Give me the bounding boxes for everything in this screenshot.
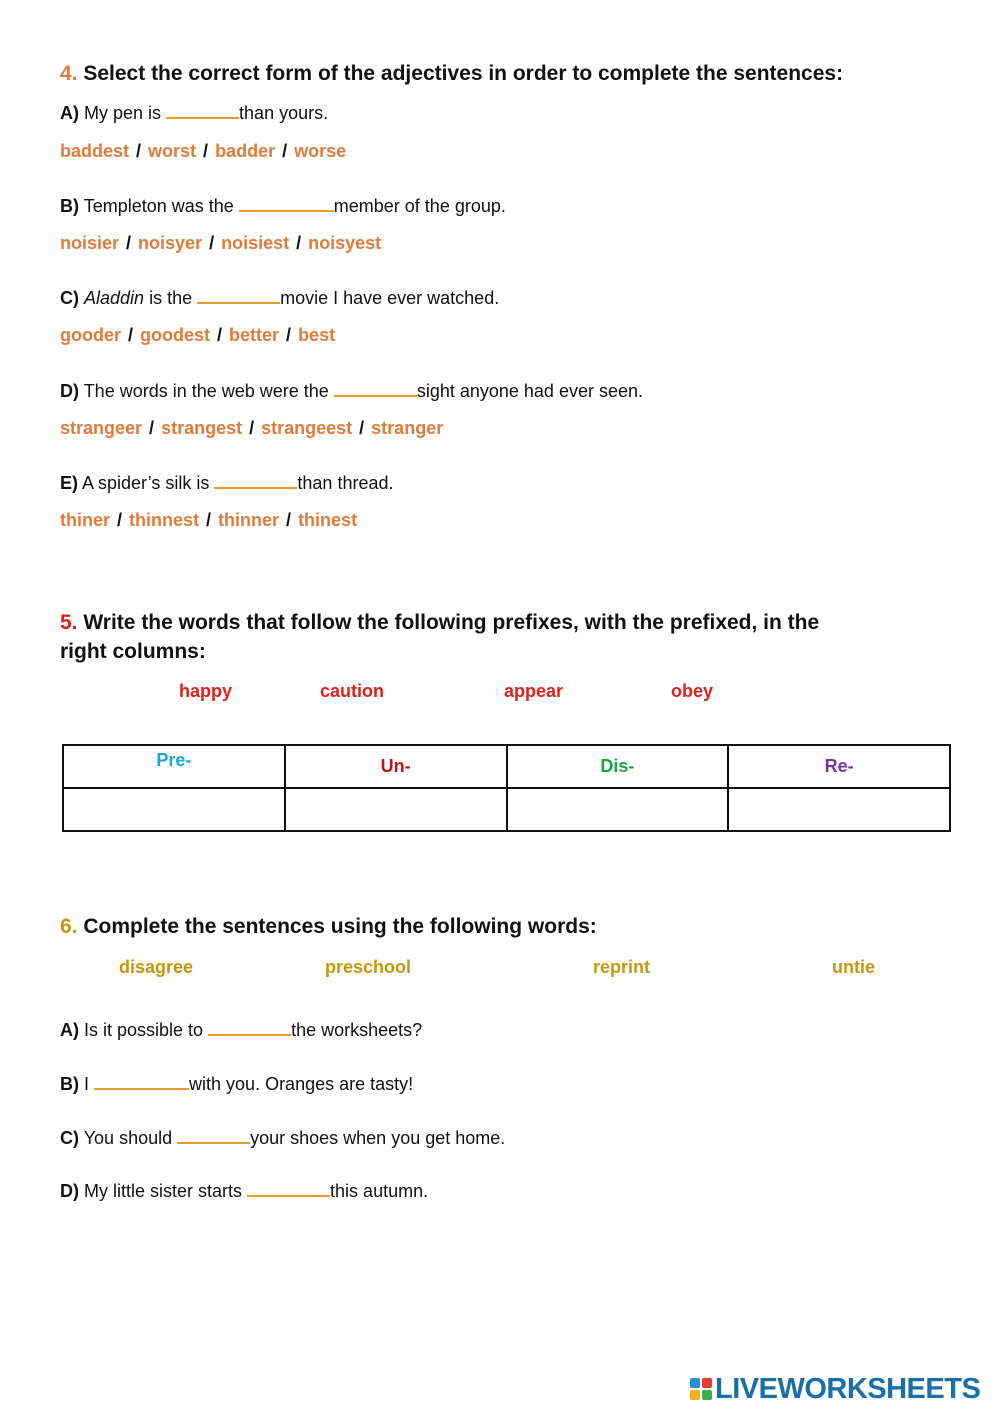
drop-cell-dis[interactable] [507, 788, 729, 831]
answer-blank[interactable] [334, 380, 417, 397]
q4-options-c: gooder / goodest / better / best [60, 325, 336, 345]
q5-word-obey[interactable]: obey [671, 681, 714, 701]
movie-title: Aladdin [84, 288, 145, 308]
answer-blank[interactable] [239, 195, 334, 212]
q6-sentence-c: C) You should your shoes when you get home. [60, 1128, 506, 1148]
option[interactable]: worst [148, 141, 197, 161]
column-header-dis: Dis- [507, 745, 729, 788]
drop-cell-re[interactable] [728, 788, 950, 831]
answer-blank[interactable] [247, 1180, 330, 1197]
q5-heading [60, 608, 940, 666]
option[interactable]: noisiest [221, 233, 290, 253]
q6-sentence-d: D) My little sister starts this autumn. [60, 1181, 429, 1201]
answer-blank[interactable] [177, 1127, 250, 1144]
answer-blank[interactable] [94, 1073, 189, 1090]
drop-cell-un[interactable] [285, 788, 507, 831]
option[interactable]: strangeest [261, 418, 353, 438]
option[interactable]: goodest [140, 325, 211, 345]
q5-title-line2: right columns: [60, 640, 206, 663]
q6-word-preschool: preschool [325, 957, 412, 977]
q4-options-d: strangeer / strangest / strangeest / stranger [60, 418, 444, 438]
q5-word-caution[interactable]: caution [320, 681, 385, 701]
option[interactable]: thinest [298, 510, 358, 530]
option[interactable]: best [298, 325, 336, 345]
option[interactable]: noisier [60, 233, 120, 253]
prefix-table [62, 744, 951, 832]
option[interactable]: badder [215, 141, 276, 161]
column-header-pre: Pre- [63, 745, 285, 788]
option[interactable]: thiner [60, 510, 111, 530]
option[interactable]: stranger [371, 418, 444, 438]
q6-title: Complete the sentences using the following words: [83, 915, 597, 938]
option[interactable]: noisyest [308, 233, 382, 253]
q4-sentence-d: D) The words in the web were the sight anyone had ever seen. [60, 381, 643, 401]
answer-blank[interactable] [214, 472, 297, 489]
q4-options-b: noisier / noisyer / noisiest / noisyest [60, 233, 382, 253]
q4-number: 4. [60, 62, 78, 85]
q4-sentence-e: E) A spider’s silk is than thread. [60, 473, 394, 493]
q5-word-happy[interactable]: happy [179, 681, 233, 701]
q6-number: 6. [60, 915, 78, 938]
column-header-re: Re- [728, 745, 950, 788]
option[interactable]: noisyer [138, 233, 203, 253]
q6-heading [60, 912, 597, 941]
option[interactable]: thinnest [129, 510, 200, 530]
table-answer-row [63, 788, 950, 831]
q4-title: Select the correct form of the adjectives in order to complete the sentences: [83, 62, 844, 85]
option[interactable]: baddest [60, 141, 130, 161]
option[interactable]: better [229, 325, 280, 345]
drop-cell-pre[interactable] [63, 788, 285, 831]
q4-heading [60, 59, 843, 88]
q6-sentence-b: B) I with you. Oranges are tasty! [60, 1074, 414, 1094]
column-header-un: Un- [285, 745, 507, 788]
table-header-row [63, 745, 950, 788]
q6-sentence-a: A) Is it possible to the worksheets? [60, 1020, 423, 1040]
logo-text: LIVEWORKSHEETS [715, 1372, 981, 1405]
option[interactable]: worse [294, 141, 347, 161]
q4-sentence-a: A) My pen is than yours. [60, 103, 329, 123]
option[interactable]: thinner [218, 510, 280, 530]
answer-blank[interactable] [166, 102, 239, 119]
answer-blank[interactable] [208, 1019, 291, 1036]
q4-options-a: baddest / worst / badder / worse [60, 141, 347, 161]
answer-blank[interactable] [197, 287, 280, 304]
q6-word-reprint: reprint [593, 957, 651, 977]
q6-word-untie: untie [832, 957, 875, 977]
option[interactable]: strangeer [60, 418, 143, 438]
logo-blocks-icon [690, 1378, 712, 1400]
option[interactable]: gooder [60, 325, 121, 345]
q4-options-e: thiner / thinnest / thinner / thinest [60, 510, 358, 530]
q5-number: 5. [60, 611, 78, 634]
option[interactable]: strangest [161, 418, 243, 438]
q4-sentence-c: C) Aladdin is the movie I have ever watched. [60, 288, 500, 308]
q6-word-disagree: disagree [119, 957, 194, 977]
q5-title-line1: Write the words that follow the following prefixes, with the prefixed, in the [83, 611, 820, 634]
q5-word-appear[interactable]: appear [504, 681, 564, 701]
q4-sentence-b: B) Templeton was the member of the group. [60, 196, 506, 216]
liveworksheets-logo [690, 1373, 980, 1405]
